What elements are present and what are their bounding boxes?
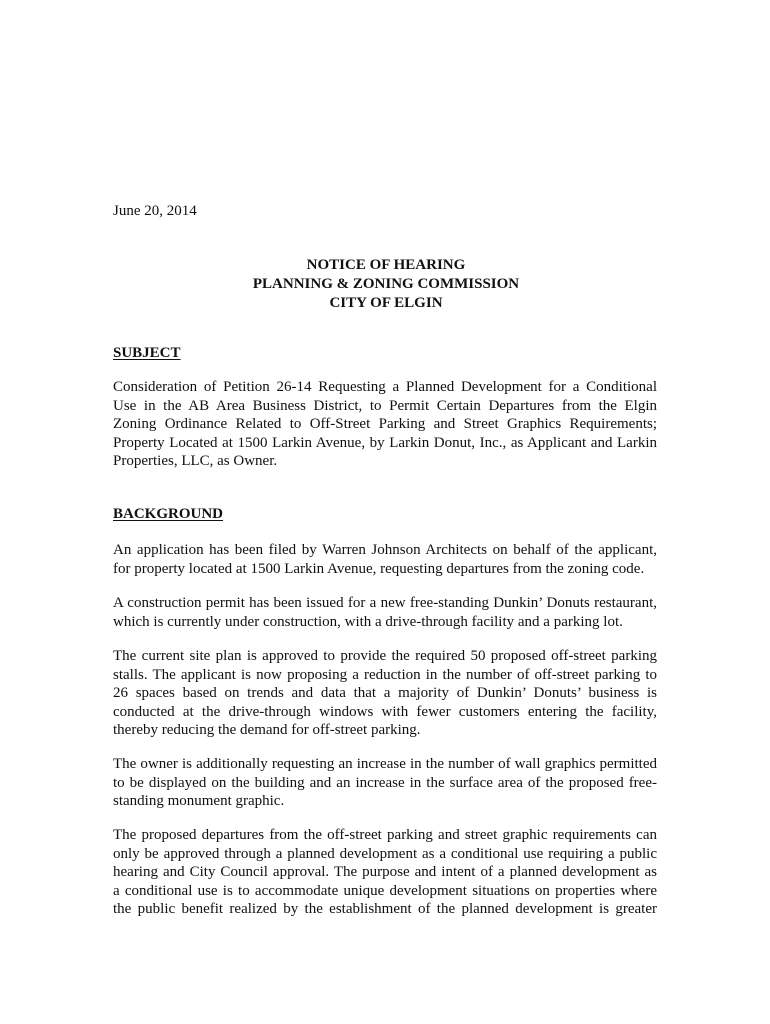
text-line: Zoning Ordinance Related to Off-Street Parking and Street Graphics Requirements;: [113, 416, 657, 432]
text-line: Property Located at 1500 Larkin Avenue, by Larkin Donut, Inc., as Applicant and Larkin: [113, 434, 657, 451]
text-line: A construction permit has been issued for a new free-standing Dunkin’ Donuts restaurant,: [113, 595, 657, 611]
text-line: An application has been filed by Warren Johnson Architects on behalf of the applicant,: [113, 542, 657, 558]
text-line: Properties, LLC, as Owner.: [113, 453, 278, 469]
background-paragraph-4: [113, 755, 657, 811]
text-line: The proposed departures from the off-street parking and street graphic requirements can: [113, 827, 657, 843]
notice-heading: [113, 256, 657, 313]
text-line: the public benefit realized by the establishment of the planned development is greater: [113, 901, 657, 917]
background-paragraph-1: [113, 541, 657, 578]
text-line: standing monument graphic.: [113, 793, 285, 809]
text-line: The owner is additionally requesting an increase in the number of wall graphics permitted: [113, 756, 657, 772]
text-line: Consideration of Petition 26-14 Requesting a Planned Development for a Conditional: [113, 379, 657, 395]
background-heading: BACKGROUND: [113, 506, 224, 522]
text-line: Use in the AB Area Business District, to Permit Certain Departures from the Elgin: [113, 397, 657, 414]
text-line: thereby reducing the demand for off-street parking.: [113, 722, 421, 738]
subject-paragraph: [113, 378, 657, 471]
text-line: stalls. The applicant is now proposing a reduction in the number of off-street parking to: [113, 666, 657, 683]
notice-title: NOTICE OF HEARING: [306, 257, 466, 273]
city-name: CITY OF ELGIN: [329, 295, 443, 311]
text-line: The current site plan is approved to provide the required 50 proposed off-street parking: [113, 648, 657, 664]
background-paragraph-3: [113, 647, 657, 740]
background-paragraph-2: [113, 594, 657, 631]
text-line: only be approved through a planned development as a conditional use requiring a public: [113, 845, 657, 862]
text-line: a conditional use is to accommodate unique development situations on properties where: [113, 882, 657, 899]
background-paragraph-5: [113, 826, 657, 919]
text-line: for property located at 1500 Larkin Avenue, requesting departures from the zoning code.: [113, 560, 645, 577]
text-line: 26 spaces based on trends and data that a majority of Dunkin’ Donuts’ business is: [113, 685, 657, 701]
text-line: which is currently under construction, with a drive-through facility and a parking lot.: [113, 613, 623, 630]
text-line: hearing and City Council approval. The purpose and intent of a planned development as: [113, 864, 657, 880]
subject-heading: SUBJECT: [113, 345, 181, 361]
letter-date: June 20, 2014: [113, 203, 197, 219]
commission-name: PLANNING & ZONING COMMISSION: [252, 276, 520, 292]
text-line: conducted at the drive-through windows with fewer customers entering the facility,: [113, 703, 657, 720]
text-line: to be displayed on the building and an increase in the surface area of the proposed free-: [113, 774, 657, 791]
